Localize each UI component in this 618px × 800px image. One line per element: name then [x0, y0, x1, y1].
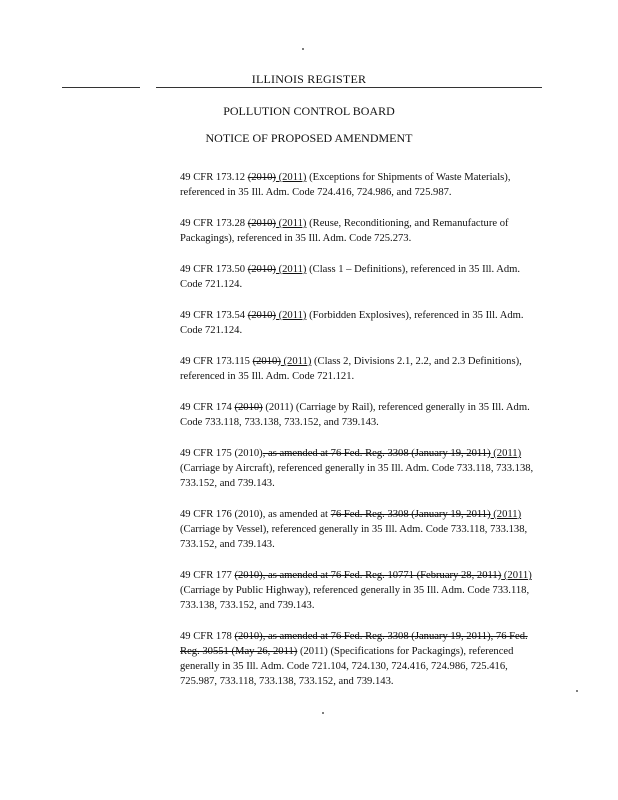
cfr-entry	[180, 354, 545, 384]
cfr-entry	[180, 262, 545, 292]
entry-text: 49 CFR 173.50	[180, 264, 248, 275]
scan-speck	[576, 690, 578, 692]
inserted-text: (2011)	[490, 509, 522, 520]
entry-text: (Reuse, Reconditioning, and Remanufacture of Packagings), referenced in 35 Ill. Adm. Code 725.273.	[180, 218, 509, 244]
deleted-text: (2010)	[247, 172, 276, 183]
inserted-text: (2011)	[275, 172, 307, 183]
entry-text: (Carriage by Vessel), referenced generally in 35 Ill. Adm. Code 733.118, 733.138, 733.152, and 739.143.	[180, 524, 528, 550]
cfr-entry	[180, 170, 545, 200]
deleted-text: (2010)	[252, 356, 281, 367]
inserted-text: (2011)	[490, 448, 522, 459]
entry-text: 49 CFR 175 (2010)	[180, 448, 263, 459]
inserted-text: (2011)	[280, 356, 312, 367]
entry-text: (Class 2, Divisions 2.1, 2.2, and 2.3 Definitions), referenced in 35 Ill. Adm. Code 721.121.	[180, 356, 522, 382]
entry-text: (Carriage by Aircraft), referenced generally in 35 Ill. Adm. Code 733.118, 733.138, 733.152, and 739.143.	[180, 463, 534, 489]
cfr-entry	[180, 308, 545, 338]
entry-text: 49 CFR 173.115	[180, 356, 253, 367]
entry-text: (2011) (Carriage by Rail), referenced generally in 35 Ill. Adm. Code 733.118, 733.138, 733.152, and 739.143.	[180, 402, 530, 428]
deleted-text: (2010)	[247, 264, 276, 275]
cfr-entry	[180, 629, 545, 689]
notice-title: NOTICE OF PROPOSED AMENDMENT	[205, 131, 413, 145]
entry-text: (Forbidden Explosives), referenced in 35 Ill. Adm. Code 721.124.	[180, 310, 524, 336]
header-rule-left	[62, 87, 140, 88]
entry-text: 49 CFR 177	[180, 570, 235, 581]
cfr-entry	[180, 507, 545, 552]
entry-text: 49 CFR 178	[180, 631, 235, 642]
entry-text: (2011) (Specifications for Packagings), referenced generally in 35 Ill. Adm. Code 721.104, 724.130, 724.416, 724.986, 725.416, 725.987, 733.118, 733.138, 733.152, and 739.143.	[180, 646, 514, 687]
entry-text: 49 CFR 174	[180, 402, 235, 413]
deleted-text: , as amended at 76 Fed. Reg. 3308 (January 19, 2011)	[262, 448, 491, 459]
entry-text: 49 CFR 176 (2010), as amended at	[180, 509, 331, 520]
header-rule-right	[156, 87, 542, 88]
cfr-entry	[180, 446, 545, 491]
board-title: POLLUTION CONTROL BOARD	[223, 104, 395, 118]
deleted-text: (2010), as amended at 76 Fed. Reg. 3308 (January 19, 2011), 76 Fed. Reg. 30551 (May 26, 2011)	[180, 631, 528, 657]
cfr-entry	[180, 400, 545, 430]
cfr-entry	[180, 216, 545, 246]
inserted-text: (2011)	[501, 570, 532, 581]
deleted-text: 76 Fed. Reg. 3308 (January 19, 2011)	[330, 509, 491, 520]
register-title: ILLINOIS REGISTER	[251, 72, 367, 86]
deleted-text: (2010)	[247, 218, 276, 229]
deleted-text: (2010)	[247, 310, 276, 321]
scan-speck	[322, 712, 324, 714]
inserted-text: (2011)	[275, 264, 307, 275]
scan-speck	[302, 48, 304, 50]
entry-text: 49 CFR 173.28	[180, 218, 248, 229]
inserted-text: (2011)	[275, 310, 307, 321]
entry-text: 49 CFR 173.12	[180, 172, 248, 183]
deleted-text: (2010)	[234, 402, 263, 413]
entry-text: (Exceptions for Shipments of Waste Materials), referenced in 35 Ill. Adm. Code 724.416, 724.986, and 725.987.	[180, 172, 511, 198]
cfr-entry	[180, 568, 545, 613]
entry-text: 49 CFR 173.54	[180, 310, 248, 321]
inserted-text: (2011)	[275, 218, 307, 229]
cfr-reference-list	[180, 170, 545, 705]
deleted-text: (2010), as amended at 76 Fed. Reg. 10771 (February 28, 2011)	[234, 570, 502, 581]
entry-text: (Carriage by Public Highway), referenced generally in 35 Ill. Adm. Code 733.118, 733.138, 733.152, and 739.143.	[180, 585, 530, 611]
entry-text: (Class 1 – Definitions), referenced in 35 Ill. Adm. Code 721.124.	[180, 264, 521, 290]
